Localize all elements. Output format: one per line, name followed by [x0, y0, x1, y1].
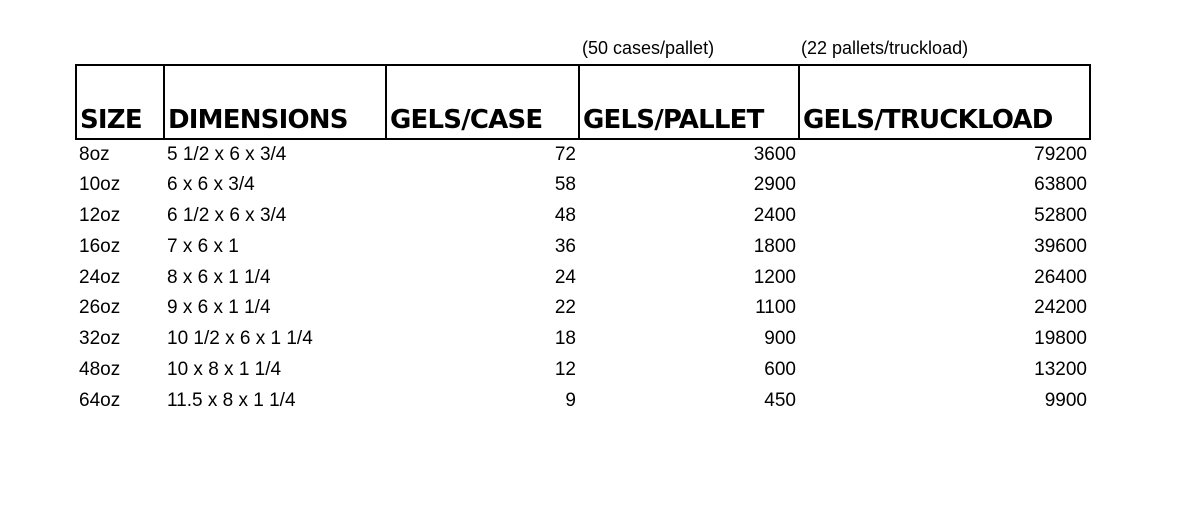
cell-gels-per-truckload: 63800 — [1034, 174, 1087, 196]
table-row — [76, 170, 1090, 201]
cell-size: 64oz — [79, 389, 121, 411]
header-gels-per-truckload: GELS/TRUCKLOAD — [799, 65, 1090, 139]
cell-size: 8oz — [79, 143, 110, 165]
cell-gels-per-pallet: 1100 — [755, 297, 796, 319]
cell-dimensions: 6 x 6 x 3/4 — [167, 174, 255, 196]
cell-dimensions: 8 x 6 x 1 1/4 — [167, 266, 271, 288]
cell-gels-per-case: 24 — [554, 266, 576, 288]
cell-gels-per-truckload: 26400 — [1034, 266, 1087, 288]
cell-gels-per-case: 58 — [554, 174, 576, 196]
header-size: SIZE — [76, 65, 164, 139]
cell-gels-per-truckload: 24200 — [1034, 297, 1087, 319]
table-row — [76, 324, 1090, 355]
cell-size: 10oz — [79, 174, 121, 196]
cell-gels-per-truckload: 79200 — [1034, 143, 1087, 165]
cell-dimensions: 7 x 6 x 1 — [167, 235, 239, 257]
cell-gels-per-pallet: 1200 — [753, 266, 796, 288]
cell-size: 26oz — [79, 297, 121, 319]
cell-gels-per-pallet: 900 — [764, 328, 796, 350]
table-row — [76, 139, 1090, 170]
table-row — [76, 262, 1090, 293]
cell-gels-per-case: 48 — [554, 204, 576, 226]
table-row — [76, 385, 1090, 416]
header-dimensions: DIMENSIONS — [164, 65, 386, 139]
cell-gels-per-truckload: 52800 — [1034, 204, 1087, 226]
table-row — [76, 231, 1090, 262]
cell-gels-per-pallet: 2400 — [753, 204, 796, 226]
cell-size: 12oz — [79, 204, 121, 226]
cell-gels-per-pallet: 2900 — [753, 174, 796, 196]
cell-gels-per-case: 9 — [565, 389, 576, 411]
cell-dimensions: 9 x 6 x 1 1/4 — [167, 297, 271, 319]
header-gels-per-case: GELS/CASE — [386, 65, 579, 139]
table-row — [76, 201, 1090, 232]
cell-size: 48oz — [79, 358, 121, 380]
gels-table — [75, 64, 1091, 416]
cell-gels-per-case: 22 — [554, 297, 576, 319]
cell-gels-per-pallet: 1800 — [753, 235, 796, 257]
cell-gels-per-pallet: 600 — [764, 358, 796, 380]
cell-dimensions: 5 1/2 x 6 x 3/4 — [167, 143, 287, 165]
table-row — [76, 293, 1090, 324]
cell-gels-per-case: 72 — [554, 143, 576, 165]
cell-gels-per-truckload: 13200 — [1034, 358, 1087, 380]
cell-gels-per-case: 18 — [554, 328, 576, 350]
cell-gels-per-case: 36 — [554, 235, 576, 257]
pallet-note: (50 cases/pallet) — [582, 38, 715, 58]
cell-size: 16oz — [79, 235, 121, 257]
cell-gels-per-case: 12 — [554, 358, 576, 380]
cell-dimensions: 10 1/2 x 6 x 1 1/4 — [167, 328, 313, 350]
cell-gels-per-truckload: 19800 — [1034, 328, 1087, 350]
cell-gels-per-truckload: 9900 — [1044, 389, 1087, 411]
cell-dimensions: 6 1/2 x 6 x 3/4 — [167, 204, 287, 226]
table-row — [76, 355, 1090, 386]
cell-dimensions: 10 x 8 x 1 1/4 — [167, 358, 282, 380]
header-row — [76, 65, 1090, 139]
cell-size: 32oz — [79, 328, 121, 350]
cell-dimensions: 11.5 x 8 x 1 1/4 — [167, 389, 296, 411]
cell-gels-per-pallet: 3600 — [753, 143, 796, 165]
truckload-note: (22 pallets/truckload) — [801, 38, 969, 58]
cell-gels-per-truckload: 39600 — [1034, 235, 1087, 257]
header-gels-per-pallet: GELS/PALLET — [579, 65, 799, 139]
cell-size: 24oz — [79, 266, 121, 288]
cell-gels-per-pallet: 450 — [764, 389, 796, 411]
